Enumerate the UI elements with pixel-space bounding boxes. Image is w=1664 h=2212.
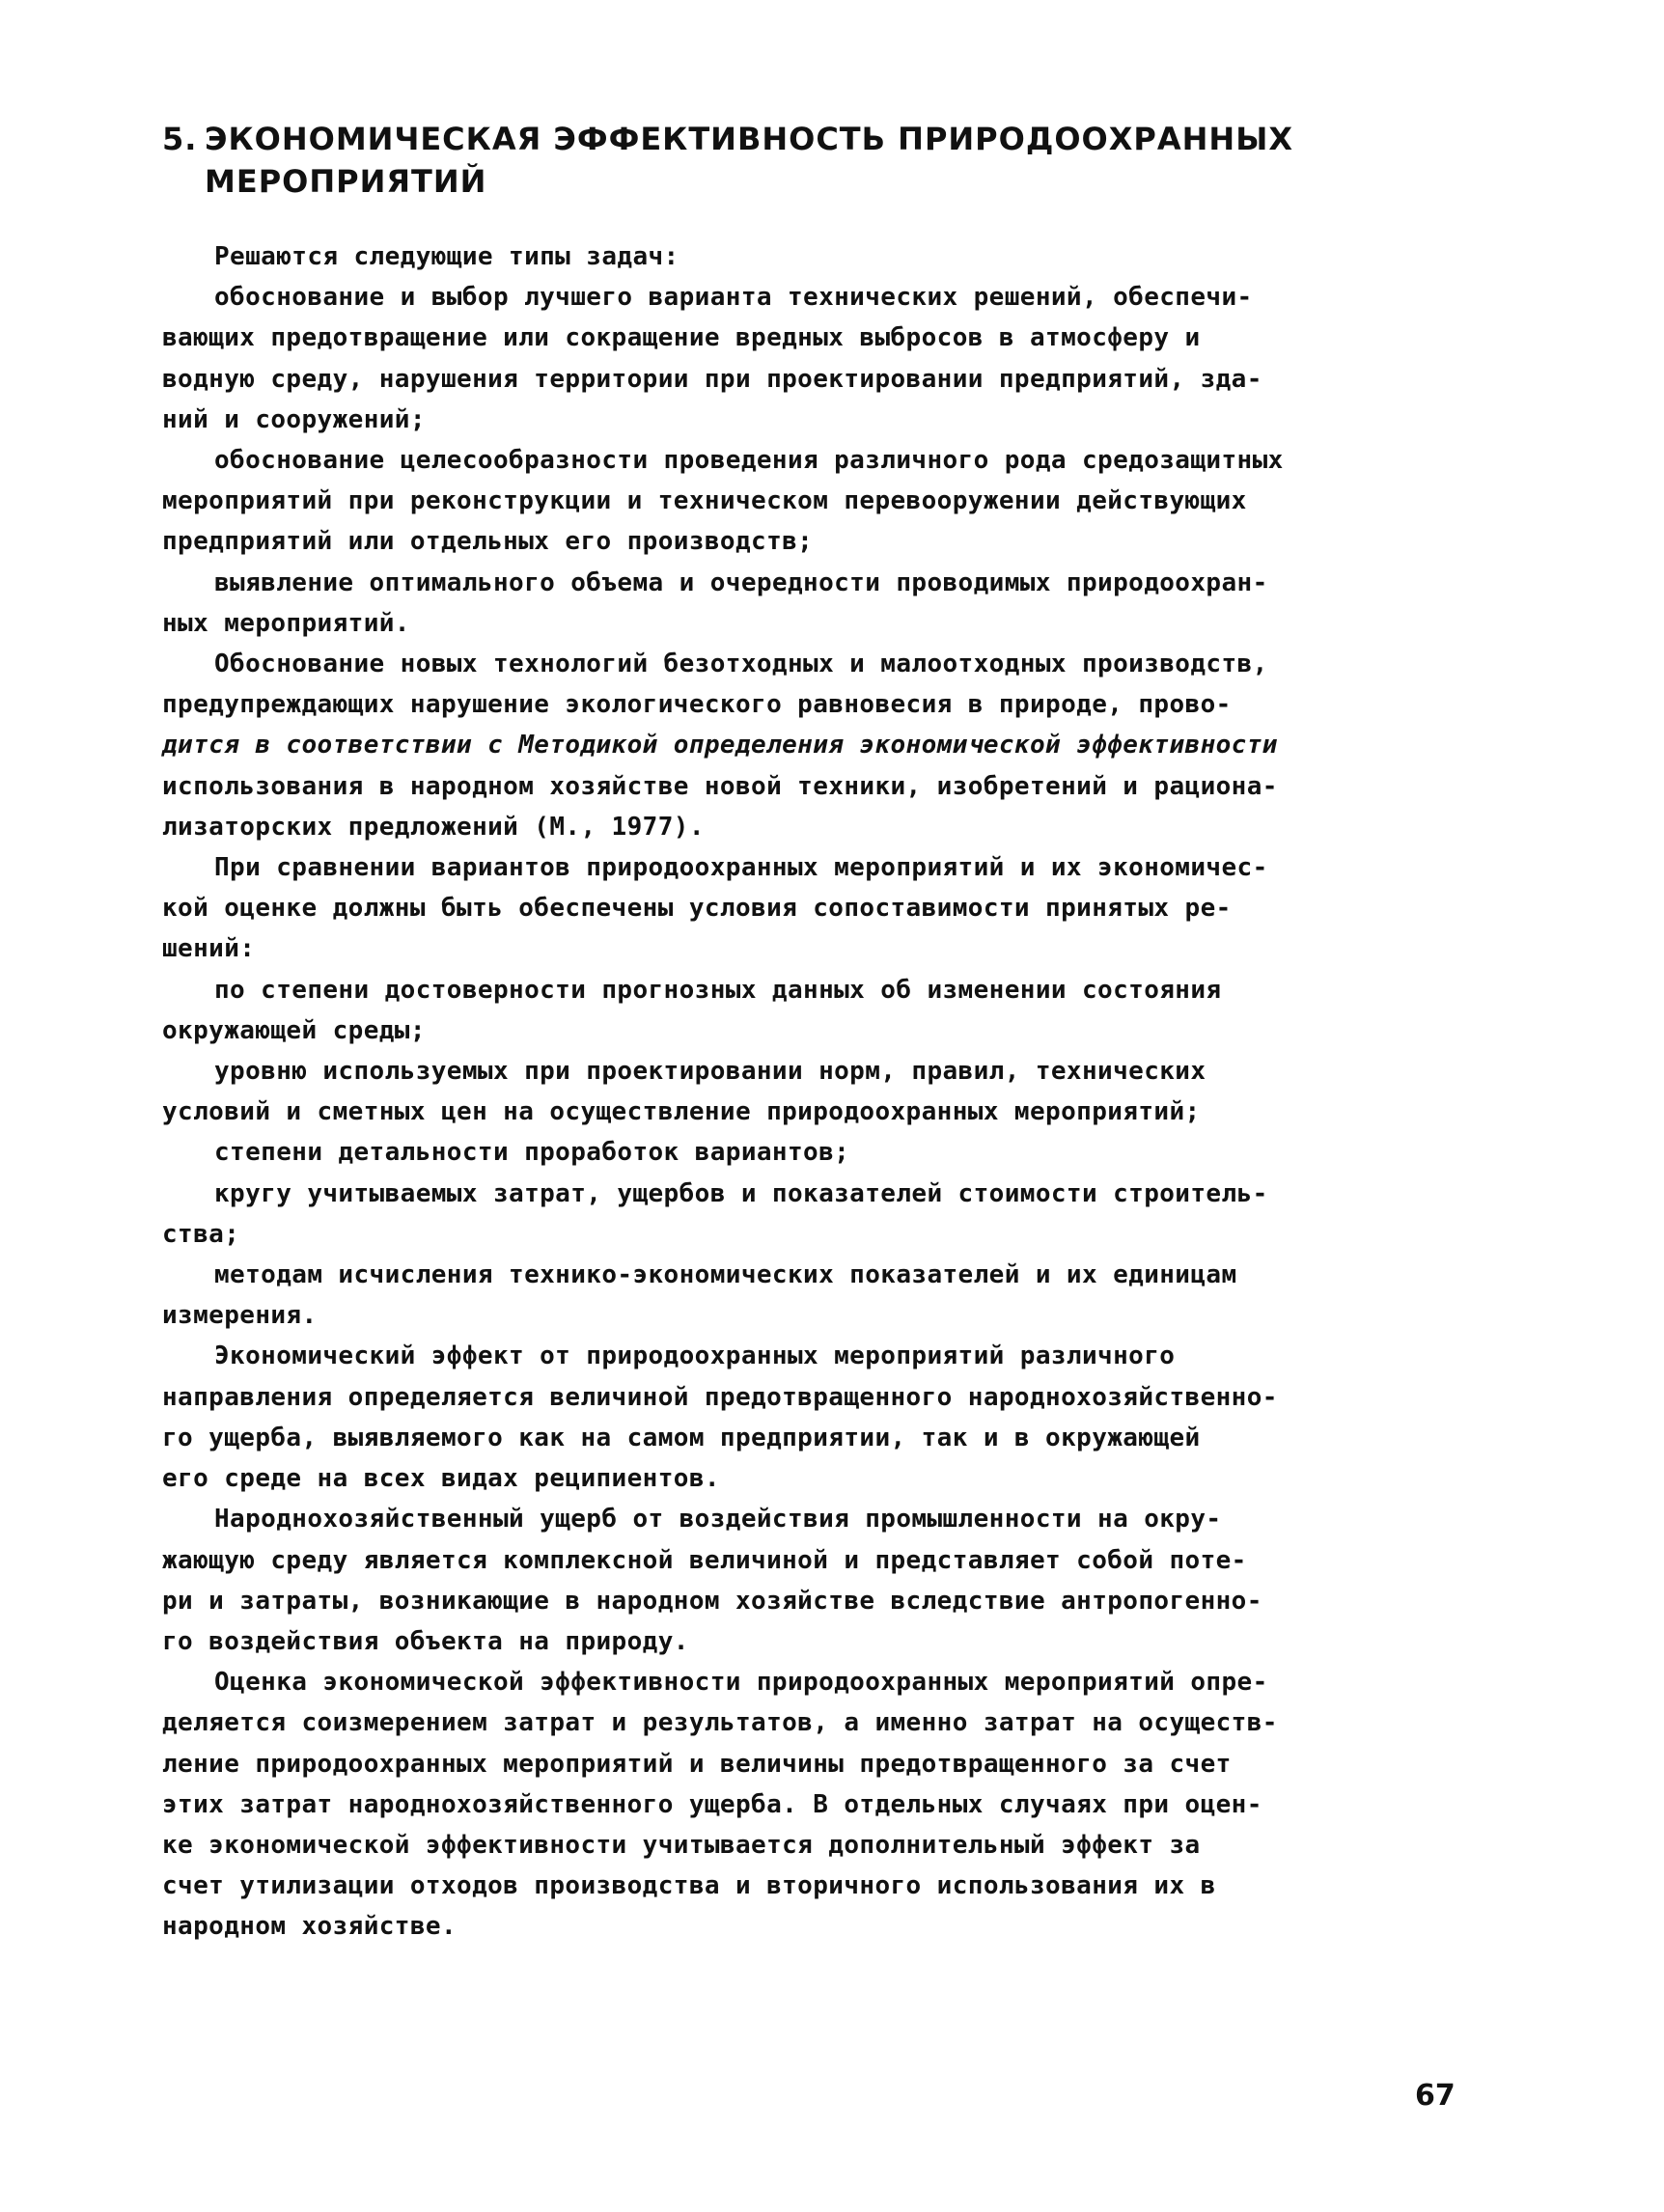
text-line: Обоснование новых технологий безотходных и малоотходных производств, — [214, 650, 1268, 679]
text-line: кругу учитываемых затрат, ущербов и показателей стоимости строитель- — [214, 1178, 1268, 1208]
text-line: методам исчисления технико-экономических показателей и их единицам — [214, 1260, 1237, 1290]
text-line: измерения. — [162, 1301, 318, 1331]
text-line: окружающей среды; — [162, 1015, 426, 1045]
text-line: ке экономической эффективности учитывается дополнительный эффект за — [162, 1830, 1201, 1860]
text-line: этих затрат народнохозяйственного ущерба. В отдельных случаях при оцен- — [162, 1789, 1262, 1819]
text-line: ства; — [162, 1219, 240, 1249]
text-line: жающую среду является комплексной величиной и представляет собой поте- — [162, 1545, 1247, 1575]
page-number: 67 — [1415, 2079, 1456, 2113]
text-line: народном хозяйстве. — [162, 1912, 458, 1942]
text-line: водную среду, нарушения территории при проектировании предприятий, зда- — [162, 364, 1262, 394]
text-line: дится в соответствии с Методикой определения экономической эффективности — [162, 731, 1278, 760]
text-line: ри и затраты, возникающие в народном хозяйстве вследствие антропогенно- — [162, 1586, 1262, 1616]
section-number: 5. — [162, 121, 198, 157]
text-line: его среде на всех видах реципиентов. — [162, 1464, 720, 1494]
text-line: предприятий или отдельных его производств; — [162, 527, 814, 557]
text-line: ных мероприятий. — [162, 608, 410, 638]
text-line: обоснование целесообразности проведения различного рода средозащитных — [214, 446, 1284, 476]
text-line: го воздействия объекта на природу. — [162, 1626, 689, 1656]
text-line: Оценка экономической эффективности природоохранных мероприятий опре- — [214, 1668, 1268, 1698]
heading-line-1: ЭКОНОМИЧЕСКАЯ ЭФФЕКТИВНОСТЬ ПРИРОДООХРАННЫХ — [205, 121, 1294, 157]
text-line: степени детальности проработок вариантов; — [214, 1138, 850, 1168]
section-heading — [162, 118, 1293, 203]
text-line: выявление оптимального объема и очередности проводимых природоохран- — [214, 567, 1268, 597]
text-line: предупреждающих нарушение экологического равновесия в природе, прово- — [162, 690, 1232, 720]
text-line: шений: — [162, 934, 256, 964]
body-text — [162, 236, 1494, 1948]
text-line: Решаются следующие типы задач: — [214, 242, 679, 271]
text-line: мероприятий при реконструкции и техническом перевооружении действующих — [162, 486, 1247, 516]
text-line: направления определяется величиной предотвращенного народнохозяйственно- — [162, 1382, 1278, 1412]
text-line: по степени достоверности прогнозных данных об изменении состояния — [214, 975, 1222, 1005]
text-line: ний и сооружений; — [162, 404, 426, 434]
text-line: условий и сметных цен на осуществление природоохранных мероприятий; — [162, 1097, 1201, 1127]
text-line: обоснование и выбор лучшего варианта технических решений, обеспечи- — [214, 283, 1253, 313]
text-line: деляется соизмерением затрат и результатов, а именно затрат на осуществ- — [162, 1708, 1278, 1738]
text-line: лизаторских предложений (М., 1977). — [162, 812, 705, 842]
text-line: Народнохозяйственный ущерб от воздействия промышленности на окру- — [214, 1505, 1222, 1535]
text-line: уровню используемых при проектировании норм, правил, технических — [214, 1057, 1206, 1087]
text-line: кой оценке должны быть обеспечены условия сопоставимости принятых ре- — [162, 894, 1232, 924]
text-line: использования в народном хозяйстве новой техники, изобретений и рациона- — [162, 771, 1278, 801]
text-line: При сравнении вариантов природоохранных мероприятий и их экономичес- — [214, 853, 1268, 883]
heading-line-2: МЕРОПРИЯТИЙ — [205, 163, 487, 200]
text-line: Экономический эффект от природоохранных мероприятий различного — [214, 1341, 1176, 1371]
text-line: го ущерба, выявляемого как на самом предприятии, так и в окружающей — [162, 1423, 1201, 1452]
text-line: счет утилизации отходов производства и вторичного использования их в — [162, 1871, 1216, 1901]
text-line: вающих предотвращение или сокращение вредных выбросов в атмосферу и — [162, 323, 1201, 353]
text-line: ление природоохранных мероприятий и величины предотвращенного за счет — [162, 1749, 1232, 1779]
